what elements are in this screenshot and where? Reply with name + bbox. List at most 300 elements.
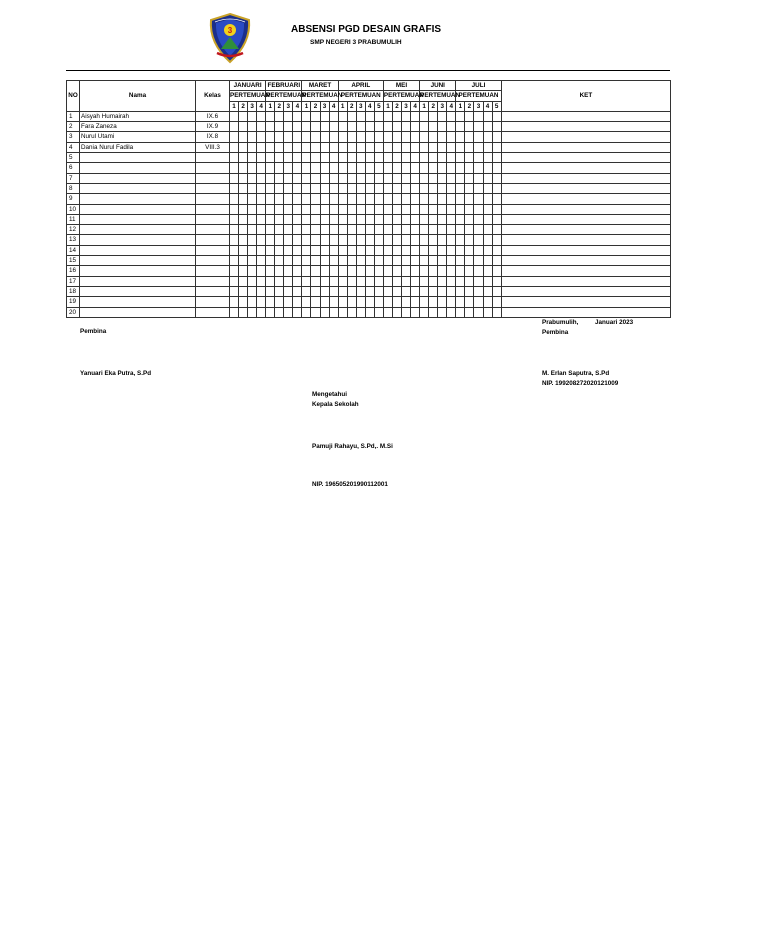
attendance-cell (420, 142, 429, 152)
attendance-cell (402, 297, 411, 307)
attendance-cell (365, 214, 374, 224)
attendance-cell (392, 111, 401, 121)
attendance-cell (474, 204, 483, 214)
attendance-cell (275, 245, 284, 255)
attendance-cell (465, 153, 474, 163)
attendance-cell (257, 225, 266, 235)
attendance-cell (266, 132, 275, 142)
attendance-cell (492, 214, 501, 224)
attendance-cell (474, 214, 483, 224)
header-session-number: 2 (239, 101, 248, 111)
attendance-cell (239, 153, 248, 163)
attendance-table (66, 80, 671, 318)
attendance-cell (239, 266, 248, 276)
attendance-cell (402, 122, 411, 132)
attendance-cell (474, 286, 483, 296)
attendance-cell (420, 122, 429, 132)
attendance-cell (275, 163, 284, 173)
attendance-cell (411, 286, 420, 296)
attendance-cell (474, 122, 483, 132)
attendance-cell (374, 153, 383, 163)
attendance-cell (302, 111, 311, 121)
attendance-cell (392, 173, 401, 183)
right-signer-name: M. Erlan Saputra, S.Pd (542, 370, 610, 377)
attendance-cell (284, 111, 293, 121)
attendance-cell (302, 153, 311, 163)
table-row (67, 183, 671, 193)
attendance-cell (338, 225, 347, 235)
attendance-cell (365, 142, 374, 152)
ket-cell (501, 266, 671, 276)
attendance-cell (248, 214, 257, 224)
attendance-cell (438, 111, 447, 121)
attendance-cell (356, 173, 365, 183)
attendance-cell (356, 276, 365, 286)
header-session-number: 3 (438, 101, 447, 111)
attendance-cell (365, 173, 374, 183)
attendance-cell (383, 297, 392, 307)
attendance-cell (302, 214, 311, 224)
ket-cell (501, 111, 671, 121)
attendance-cell (392, 286, 401, 296)
table-row (67, 111, 671, 121)
attendance-cell (456, 204, 465, 214)
attendance-cell (266, 214, 275, 224)
attendance-cell (392, 122, 401, 132)
row-number: 20 (67, 307, 80, 317)
attendance-cell (411, 276, 420, 286)
header-pertemuan: PERTEMUAN (456, 91, 501, 101)
attendance-cell (266, 163, 275, 173)
attendance-cell (338, 245, 347, 255)
attendance-cell (420, 132, 429, 142)
attendance-cell (347, 286, 356, 296)
attendance-cell (383, 194, 392, 204)
center-heading: Mengetahui (312, 391, 347, 398)
attendance-cell (293, 183, 302, 193)
attendance-cell (492, 183, 501, 193)
row-number: 18 (67, 286, 80, 296)
attendance-cell (347, 256, 356, 266)
student-name (80, 173, 196, 183)
attendance-cell (338, 163, 347, 173)
attendance-cell (248, 183, 257, 193)
attendance-cell (374, 297, 383, 307)
attendance-cell (338, 297, 347, 307)
header-session-number: 3 (356, 101, 365, 111)
table-row (67, 132, 671, 142)
header-month: JULI (456, 81, 501, 91)
attendance-cell (293, 266, 302, 276)
attendance-cell (438, 173, 447, 183)
attendance-cell (465, 194, 474, 204)
attendance-cell (311, 235, 320, 245)
attendance-cell (239, 286, 248, 296)
attendance-cell (465, 286, 474, 296)
attendance-cell (257, 266, 266, 276)
attendance-cell (248, 142, 257, 152)
attendance-cell (230, 225, 239, 235)
attendance-cell (275, 153, 284, 163)
attendance-cell (474, 307, 483, 317)
attendance-cell (338, 132, 347, 142)
attendance-cell (311, 266, 320, 276)
attendance-cell (248, 132, 257, 142)
attendance-cell (320, 276, 329, 286)
attendance-cell (257, 286, 266, 296)
student-name (80, 214, 196, 224)
attendance-cell (320, 266, 329, 276)
header-divider (66, 70, 670, 71)
attendance-cell (320, 142, 329, 152)
attendance-cell (293, 297, 302, 307)
row-number: 4 (67, 142, 80, 152)
attendance-cell (248, 194, 257, 204)
attendance-cell (429, 256, 438, 266)
table-row (67, 153, 671, 163)
attendance-cell (429, 204, 438, 214)
center-signer-name: Pamuji Rahayu, S.Pd,. M.Si (312, 443, 393, 450)
attendance-cell (438, 235, 447, 245)
attendance-cell (420, 276, 429, 286)
student-class (196, 256, 230, 266)
student-name (80, 245, 196, 255)
attendance-cell (302, 122, 311, 132)
attendance-cell (275, 276, 284, 286)
attendance-cell (465, 297, 474, 307)
attendance-cell (257, 256, 266, 266)
attendance-cell (402, 245, 411, 255)
attendance-cell (465, 204, 474, 214)
attendance-cell (239, 256, 248, 266)
attendance-cell (347, 122, 356, 132)
attendance-cell (429, 194, 438, 204)
ket-cell (501, 286, 671, 296)
attendance-cell (329, 297, 338, 307)
attendance-cell (429, 183, 438, 193)
attendance-cell (284, 214, 293, 224)
attendance-cell (365, 297, 374, 307)
attendance-cell (456, 194, 465, 204)
attendance-cell (347, 307, 356, 317)
student-class (196, 225, 230, 235)
header-session-number: 4 (447, 101, 456, 111)
attendance-cell (474, 235, 483, 245)
header-month: JUNI (420, 81, 456, 91)
attendance-cell (275, 297, 284, 307)
student-name: Aisyah Humairah (80, 111, 196, 121)
attendance-cell (429, 297, 438, 307)
row-number: 9 (67, 194, 80, 204)
ket-cell (501, 307, 671, 317)
student-name (80, 235, 196, 245)
attendance-cell (356, 225, 365, 235)
attendance-cell (438, 256, 447, 266)
attendance-cell (411, 214, 420, 224)
attendance-cell (492, 122, 501, 132)
attendance-cell (338, 307, 347, 317)
row-number: 12 (67, 225, 80, 235)
attendance-cell (284, 307, 293, 317)
student-class: IX.6 (196, 111, 230, 121)
attendance-cell (374, 183, 383, 193)
attendance-cell (230, 286, 239, 296)
attendance-cell (374, 276, 383, 286)
attendance-cell (411, 183, 420, 193)
ket-cell (501, 142, 671, 152)
attendance-cell (230, 235, 239, 245)
attendance-cell (483, 225, 492, 235)
attendance-cell (420, 183, 429, 193)
attendance-cell (483, 307, 492, 317)
attendance-cell (347, 194, 356, 204)
attendance-cell (356, 245, 365, 255)
attendance-cell (365, 276, 374, 286)
attendance-cell (284, 142, 293, 152)
attendance-cell (420, 214, 429, 224)
attendance-cell (266, 142, 275, 152)
student-name (80, 163, 196, 173)
attendance-cell (302, 204, 311, 214)
attendance-cell (420, 245, 429, 255)
header-pertemuan: PERTEMUAN (266, 92, 307, 100)
ket-cell (501, 173, 671, 183)
header-month: APRIL (338, 81, 383, 91)
attendance-cell (347, 266, 356, 276)
attendance-cell (320, 173, 329, 183)
attendance-cell (456, 214, 465, 224)
attendance-cell (293, 132, 302, 142)
attendance-cell (392, 194, 401, 204)
attendance-cell (456, 297, 465, 307)
table-row (67, 245, 671, 255)
attendance-cell (465, 142, 474, 152)
attendance-cell (239, 132, 248, 142)
attendance-cell (374, 235, 383, 245)
header-session-number: 1 (383, 101, 392, 111)
attendance-cell (248, 256, 257, 266)
attendance-cell (329, 122, 338, 132)
student-class (196, 163, 230, 173)
attendance-cell (266, 183, 275, 193)
attendance-cell (311, 173, 320, 183)
attendance-cell (447, 111, 456, 121)
attendance-cell (284, 153, 293, 163)
attendance-cell (392, 225, 401, 235)
attendance-cell (411, 153, 420, 163)
attendance-cell (492, 245, 501, 255)
attendance-cell (329, 132, 338, 142)
attendance-cell (447, 214, 456, 224)
attendance-cell (239, 111, 248, 121)
attendance-cell (383, 153, 392, 163)
header-session-number: 5 (492, 101, 501, 111)
attendance-cell (420, 173, 429, 183)
signature-place: Prabumulih, (542, 319, 579, 326)
attendance-cell (429, 153, 438, 163)
table-row (67, 163, 671, 173)
attendance-cell (329, 266, 338, 276)
attendance-cell (483, 194, 492, 204)
center-signer-role: Kepala Sekolah (312, 401, 359, 408)
attendance-cell (492, 266, 501, 276)
attendance-cell (465, 245, 474, 255)
attendance-cell (492, 235, 501, 245)
attendance-cell (302, 256, 311, 266)
attendance-cell (447, 183, 456, 193)
student-name (80, 297, 196, 307)
attendance-cell (374, 194, 383, 204)
attendance-cell (456, 153, 465, 163)
attendance-cell (402, 173, 411, 183)
attendance-cell (402, 307, 411, 317)
attendance-cell (365, 194, 374, 204)
attendance-cell (447, 204, 456, 214)
attendance-cell (239, 204, 248, 214)
attendance-cell (311, 307, 320, 317)
attendance-cell (492, 132, 501, 142)
attendance-cell (284, 194, 293, 204)
student-class: IX.9 (196, 122, 230, 132)
attendance-cell (266, 111, 275, 121)
table-row (67, 225, 671, 235)
attendance-cell (239, 235, 248, 245)
attendance-cell (383, 307, 392, 317)
attendance-cell (248, 225, 257, 235)
row-number: 13 (67, 235, 80, 245)
attendance-cell (374, 245, 383, 255)
attendance-cell (248, 286, 257, 296)
attendance-cell (411, 266, 420, 276)
attendance-cell (311, 142, 320, 152)
attendance-cell (411, 173, 420, 183)
attendance-cell (465, 111, 474, 121)
attendance-cell (311, 132, 320, 142)
attendance-cell (239, 245, 248, 255)
student-class (196, 153, 230, 163)
signature-date: Januari 2023 (595, 319, 634, 326)
attendance-cell (329, 225, 338, 235)
attendance-cell (492, 111, 501, 121)
attendance-cell (438, 297, 447, 307)
attendance-cell (374, 266, 383, 276)
attendance-cell (429, 235, 438, 245)
ket-cell (501, 214, 671, 224)
attendance-cell (365, 111, 374, 121)
attendance-cell (420, 235, 429, 245)
attendance-cell (284, 173, 293, 183)
attendance-cell (438, 183, 447, 193)
attendance-cell (483, 111, 492, 121)
attendance-cell (356, 142, 365, 152)
attendance-cell (302, 235, 311, 245)
attendance-cell (266, 194, 275, 204)
attendance-cell (492, 204, 501, 214)
attendance-cell (356, 214, 365, 224)
student-name (80, 183, 196, 193)
table-row (67, 307, 671, 317)
row-number: 16 (67, 266, 80, 276)
attendance-cell (266, 256, 275, 266)
attendance-cell (365, 286, 374, 296)
attendance-cell (302, 307, 311, 317)
attendance-cell (275, 235, 284, 245)
attendance-cell (474, 225, 483, 235)
table-row (67, 286, 671, 296)
attendance-cell (347, 132, 356, 142)
attendance-cell (492, 225, 501, 235)
attendance-cell (374, 307, 383, 317)
ket-cell (501, 225, 671, 235)
attendance-cell (284, 183, 293, 193)
row-number: 19 (67, 297, 80, 307)
attendance-cell (230, 153, 239, 163)
attendance-cell (284, 286, 293, 296)
attendance-cell (465, 163, 474, 173)
attendance-cell (492, 173, 501, 183)
attendance-cell (338, 204, 347, 214)
header-session-number: 2 (311, 101, 320, 111)
attendance-cell (311, 214, 320, 224)
attendance-cell (338, 153, 347, 163)
attendance-cell (402, 132, 411, 142)
attendance-cell (465, 307, 474, 317)
attendance-cell (365, 183, 374, 193)
attendance-cell (320, 111, 329, 121)
header-session-number: 4 (411, 101, 420, 111)
attendance-cell (347, 173, 356, 183)
attendance-cell (257, 122, 266, 132)
attendance-cell (483, 276, 492, 286)
attendance-cell (266, 225, 275, 235)
attendance-cell (411, 204, 420, 214)
header-month: FEBRUARI (267, 82, 301, 89)
attendance-cell (420, 307, 429, 317)
attendance-cell (447, 286, 456, 296)
ket-cell (501, 153, 671, 163)
header-session-number: 4 (293, 101, 302, 111)
attendance-cell (275, 214, 284, 224)
attendance-cell (356, 266, 365, 276)
attendance-cell (320, 297, 329, 307)
attendance-cell (266, 235, 275, 245)
attendance-cell (293, 163, 302, 173)
attendance-cell (365, 245, 374, 255)
header-session-number: 1 (420, 101, 429, 111)
attendance-cell (248, 173, 257, 183)
attendance-cell (302, 276, 311, 286)
attendance-cell (257, 307, 266, 317)
attendance-cell (465, 173, 474, 183)
attendance-cell (392, 142, 401, 152)
ket-cell (501, 132, 671, 142)
attendance-cell (411, 163, 420, 173)
attendance-cell (456, 142, 465, 152)
attendance-cell (320, 163, 329, 173)
attendance-cell (329, 204, 338, 214)
header-session-number: 2 (275, 101, 284, 111)
attendance-cell (411, 235, 420, 245)
attendance-cell (266, 286, 275, 296)
table-row (67, 297, 671, 307)
attendance-cell (365, 153, 374, 163)
header-pertemuan: PERTEMUAN (338, 91, 383, 101)
attendance-cell (438, 245, 447, 255)
attendance-cell (311, 163, 320, 173)
attendance-cell (392, 214, 401, 224)
attendance-cell (356, 204, 365, 214)
attendance-cell (293, 204, 302, 214)
